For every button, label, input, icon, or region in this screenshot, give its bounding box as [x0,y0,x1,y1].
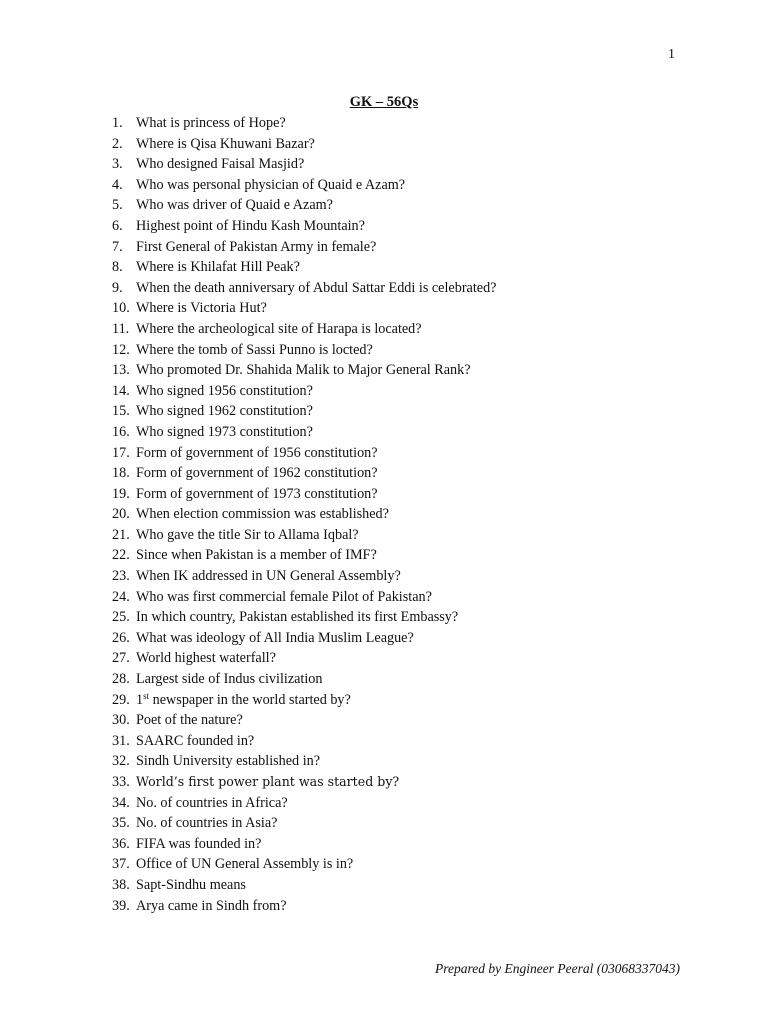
question-item [112,113,672,134]
question-text: No. of countries in Africa? [136,794,288,811]
question-number: 30. [112,712,130,729]
question-number: 1. [112,115,123,131]
footer-credit: Prepared by Engineer Peeral (03068337043) [435,961,680,976]
question-text: newspaper in the world started by? [149,691,351,708]
question-text: Largest side of Indus civilization [136,671,323,688]
question-number: 33. [112,774,130,790]
question-text: Who gave the title Sir to Allama Iqbal? [136,526,359,543]
question-number: 35. [112,815,130,832]
question-number: 24. [112,588,130,605]
question-number: 9. [112,279,123,296]
question-number: 26. [112,629,130,646]
question-text-superscript: st [143,690,150,701]
question-text: Who was driver of Quaid e Azam? [136,197,333,214]
question-text: Where is Khilafat Hill Peak? [136,259,300,276]
document-title: GK – 56Qs [349,94,419,110]
question-item [112,669,672,690]
question-item [112,381,672,402]
question-text: Arya came in Sindh from? [136,897,287,914]
question-item [112,525,672,546]
question-item [112,875,672,896]
question-item [112,298,672,319]
question-item [112,607,672,628]
question-item [112,319,672,340]
question-item [112,772,672,793]
question-text: What is princess of Hope? [136,115,286,131]
question-text: Since when Pakistan is a member of IMF? [136,547,377,564]
question-item [112,422,672,443]
question-item [112,484,672,505]
question-number: 7. [112,238,123,255]
question-text: Who was first commercial female Pilot of Pakistan? [136,588,432,605]
question-number: 14. [112,382,130,399]
question-text: Who signed 1962 constitution? [136,403,313,420]
question-text: Who signed 1973 constitution? [136,423,313,440]
question-text: In which country, Pakistan established its first Embassy? [136,609,459,626]
question-number: 3. [112,156,123,173]
question-number: 13. [112,362,130,379]
question-number: 21. [112,526,130,543]
question-item [112,443,672,464]
question-text: FIFA was founded in? [136,835,262,852]
question-text: What was ideology of All India Muslim League? [136,629,414,646]
question-number: 22. [112,547,130,564]
question-number: 5. [112,197,123,214]
question-list [112,113,672,916]
question-text: No. of countries in Asia? [136,815,278,832]
question-number: 25. [112,609,130,626]
question-number: 39. [112,897,130,914]
question-item [112,154,672,175]
question-item [112,566,672,587]
question-number: 11. [112,320,130,337]
question-item [112,463,672,484]
question-item [112,648,672,669]
question-number: 36. [112,835,130,852]
question-text: Form of government of 1956 constitution? [136,444,378,461]
question-item [112,545,672,566]
question-text: When IK addressed in UN General Assembly? [136,568,401,585]
page-number: 1 [668,47,675,62]
question-item [112,813,672,834]
question-item [112,257,672,278]
question-item [112,504,672,525]
question-number: 20. [112,506,130,523]
question-number: 2. [112,135,123,152]
question-item [112,175,672,196]
question-number: 18. [112,465,130,482]
question-item [112,854,672,875]
question-item [112,195,672,216]
question-text: World highest waterfall? [136,650,276,667]
question-item [112,216,672,237]
question-text: Where is Qisa Khuwani Bazar? [136,135,315,152]
question-item [112,134,672,155]
question-number: 31. [112,732,130,749]
question-text: SAARC founded in? [136,732,255,749]
question-text: Poet of the nature? [136,712,243,729]
question-text: Who was personal physician of Quaid e Azam? [136,176,406,193]
question-text: Where the archeological site of Harapa is located? [136,320,422,337]
question-number: 16. [112,423,130,440]
question-text: Who designed Faisal Masjid? [136,156,305,173]
question-number: 19. [112,485,130,502]
question-text: When the death anniversary of Abdul Sattar Eddi is celebrated? [136,279,497,296]
question-text: Sapt-Sindhu means [136,876,246,893]
question-item [112,834,672,855]
question-number: 17. [112,444,130,461]
question-text: Where the tomb of Sassi Punno is locted? [136,341,373,358]
question-text: First General of Pakistan Army in female? [136,238,377,255]
question-text: Where is Victoria Hut? [136,300,267,317]
question-text: Highest point of Hindu Kash Mountain? [136,217,365,234]
question-item [112,896,672,917]
question-number: 29. [112,691,130,708]
question-number: 28. [112,671,130,688]
question-number: 8. [112,259,123,276]
question-number: 37. [112,856,130,873]
question-item [112,628,672,649]
question-item [112,690,672,711]
question-number: 32. [112,753,130,770]
question-item [112,278,672,299]
question-number: 38. [112,876,130,893]
question-item [112,731,672,752]
question-text-prefix: 1 [136,691,144,708]
question-text: Office of UN General Assembly is in? [136,856,354,873]
question-text: When election commission was established? [136,506,389,523]
question-number: 27. [112,650,130,667]
question-item [112,237,672,258]
question-item [112,751,672,772]
question-item [112,360,672,381]
question-text: Who signed 1956 constitution? [136,382,313,399]
question-number: 10. [112,300,130,317]
question-number: 12. [112,341,130,358]
question-number: 6. [112,217,123,234]
question-item [112,793,672,814]
question-text: Form of government of 1973 constitution? [136,485,378,502]
question-item [112,340,672,361]
question-number: 34. [112,794,130,811]
question-item [112,587,672,608]
question-number: 4. [112,176,123,193]
question-text: Sindh University established in? [136,753,321,770]
question-number: 15. [112,403,130,420]
question-text: Form of government of 1962 constitution? [136,465,378,482]
question-item [112,710,672,731]
question-number: 23. [112,568,130,585]
question-item [112,401,672,422]
question-text: Who promoted Dr. Shahida Malik to Major General Rank? [136,362,471,379]
question-text: World’s first power plant was started by? [136,774,400,789]
